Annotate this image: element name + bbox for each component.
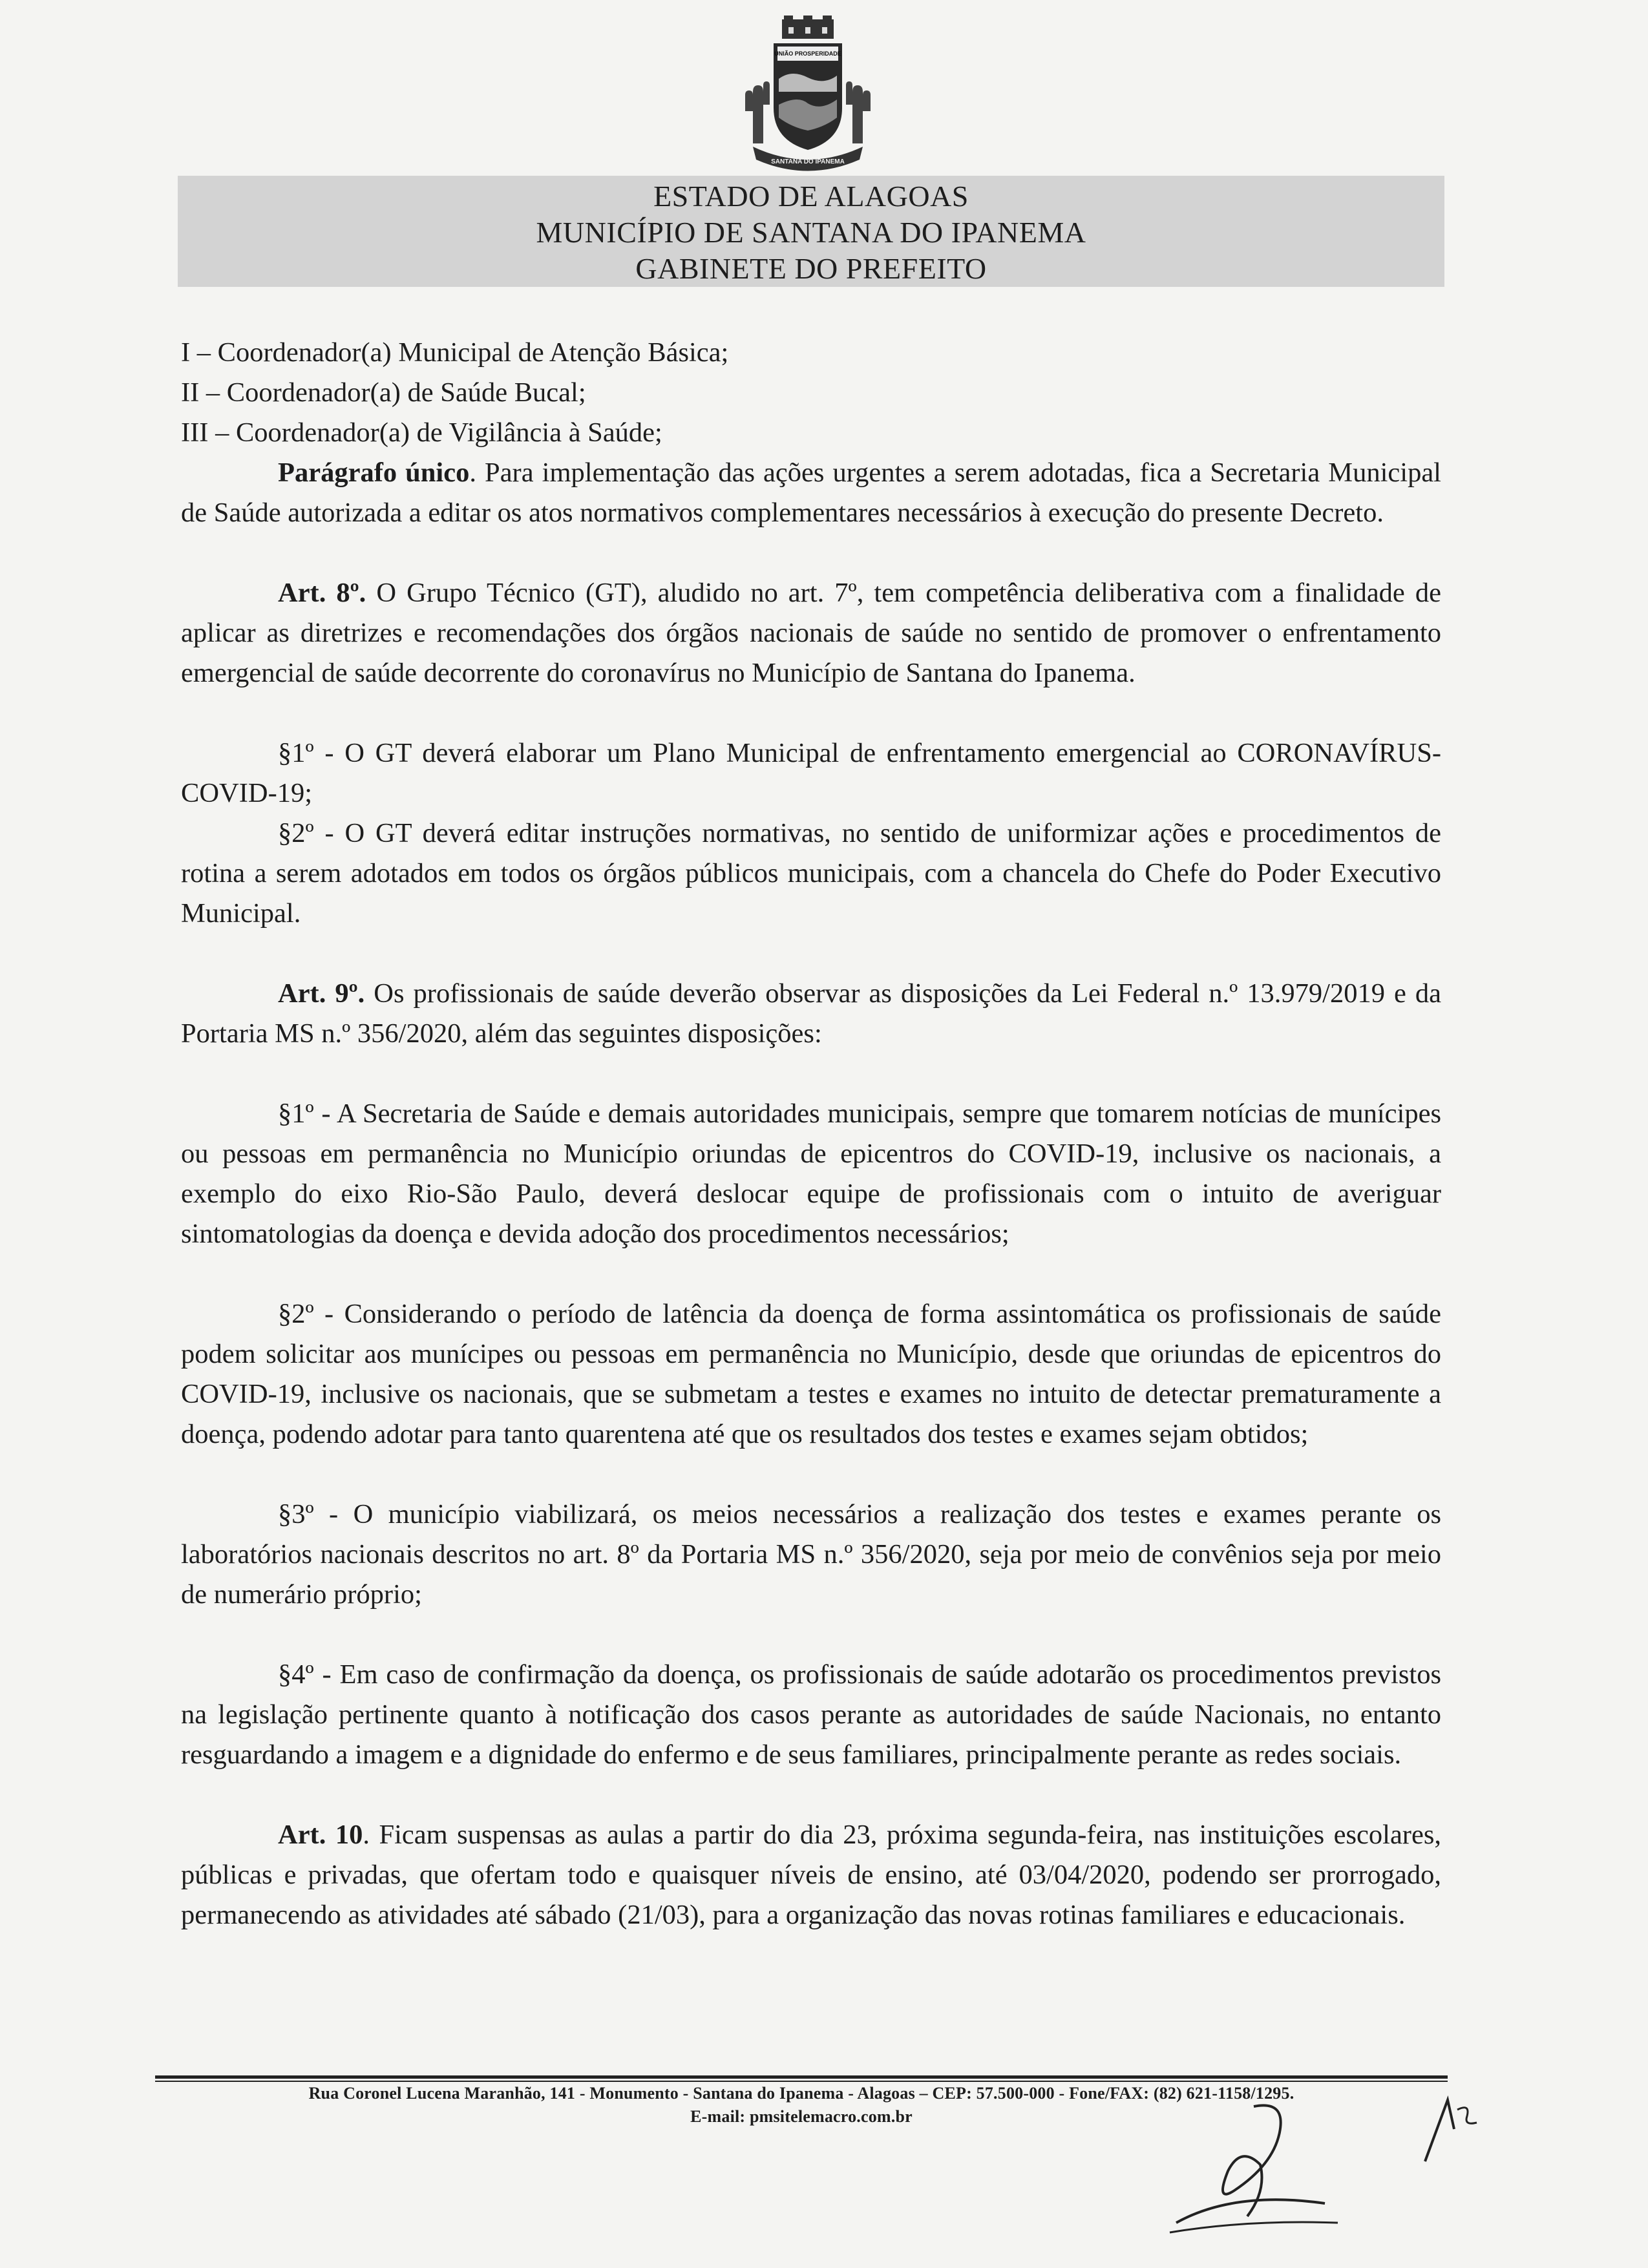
article-9-paragraph-2: §2º - Considerando o período de latência da doença de forma assintomática os profissionais de saúde podem solicitar aos munícipes ou pessoas em permanência no Município, desde que oriundas de epicentros do COVID-19, inclusive os nacionais, que se submetam a testes e exames no intuito de detectar prematuramente a doença, podendo adotar para tanto quarentena até que os resultados dos testes e exames sejam obtidos; [181, 1299, 1441, 1449]
article-9 [181, 974, 1441, 1054]
article-10-text: . Ficam suspensas as aulas a partir do dia 23, próxima segunda-feira, nas instituições escolares, públicas e privadas, que ofertam todo e quaisquer níveis de ensino, até 03/04/2020, podendo ser prorrogado, permanecendo as atividades até sábado (21/03), para a organização das novas rotinas familiares e educacionais. [181, 1820, 1441, 1930]
article-9-text: Os profissionais de saúde deverão observar as disposições da Lei Federal n.º 13.979/2019 e da Portaria MS n.º 356/2020, além das seguintes disposições: [181, 978, 1441, 1049]
article-10 [181, 1815, 1441, 1935]
article-9-paragraph-4: §4º - Em caso de confirmação da doença, os profissionais de saúde adotarão os procedimentos previstos na legislação pertinente quanto à notificação dos casos perante as autoridades de saúde Nacionais, no entanto resguardando a imagem e a dignidade do enfermo e de seus familiares, principalmente perante as redes sociais. [181, 1659, 1441, 1770]
handwritten-initials [1419, 2090, 1490, 2168]
letterhead-band [178, 176, 1444, 287]
article-9-label: Art. 9º. [278, 978, 365, 1009]
footer-rule-thick [155, 2075, 1448, 2079]
municipal-coat-of-arms [727, 14, 889, 176]
document-body [181, 333, 1441, 1935]
article-8-paragraph-2: §2º - O GT deverá editar instruções normativas, no sentido de uniformizar ações e procedimentos de rotina a serem adotados em todos os órgãos públicos municipais, com a chancela do Chefe do Poder Executivo Municipal. [181, 818, 1441, 929]
footer-email: E-mail: pmsitelemacro.com.br [690, 2107, 913, 2126]
article-9-paragraph-3: §3º - O município viabilizará, os meios necessários a realização dos testes e exames perante os laboratórios nacionais descritos no art. 8º da Portaria MS n.º 356/2020, seja por meio de convênios seja por meio de numerário próprio; [181, 1499, 1441, 1610]
paragrafo-unico [181, 453, 1441, 533]
list-item-iii: III – Coordenador(a) de Vigilância à Saúde; [181, 417, 662, 448]
crest-banner-text: UNIÃO PROSPERIDADE [774, 50, 841, 57]
list-item-ii: II – Coordenador(a) de Saúde Bucal; [181, 377, 586, 408]
article-8-label: Art. 8º. [278, 578, 366, 608]
article-9-paragraph-1: §1º - A Secretaria de Saúde e demais autoridades municipais, sempre que tomarem notícias de munícipes ou pessoas em permanência no Município oriundas de epicentros do COVID-19, inclusive os nacionais, a exemplo do eixo Rio-São Paulo, deverá deslocar equipe de profissionais com o intuito de averiguar sintomatologias da doença e devida adoção dos procedimentos necessários; [181, 1098, 1441, 1249]
article-10-label: Art. 10 [278, 1820, 363, 1850]
header-office: GABINETE DO PREFEITO [635, 252, 987, 285]
article-8-paragraph-1: §1º - O GT deverá elaborar um Plano Municipal de enfrentamento emergencial ao CORONAVÍRUS- COVID-19; [181, 738, 1441, 808]
handwritten-signature [1157, 2094, 1351, 2242]
article-8 [181, 573, 1441, 693]
footer-address: Rua Coronel Lucena Maranhão, 141 - Monumento - Santana do Ipanema - Alagoas – CEP: 57.500-000 - Fone/FAX: (82) 621-1158/1295. [308, 2084, 1294, 2103]
header-state: ESTADO DE ALAGOAS [653, 180, 969, 213]
list-item-i: I – Coordenador(a) Municipal de Atenção Básica; [181, 337, 729, 368]
paragrafo-unico-label: Parágrafo único [278, 457, 470, 488]
header-municipality: MUNICÍPIO DE SANTANA DO IPANEMA [536, 216, 1086, 249]
crest-ribbon-text: SANTANA DO IPANEMA [771, 158, 845, 165]
paragrafo-unico-text: . Para implementação das ações urgentes a serem adotadas, fica a Secretaria Municipal de Saúde autorizada a editar os atos normativos complementares necessários à execução do presente Decreto. [181, 457, 1441, 528]
article-8-text: O Grupo Técnico (GT), aludido no art. 7º, tem competência deliberativa com a finalidade de aplicar as diretrizes e recomendações dos órgãos nacionais de saúde no sentido de promover o enfrentamento emergencial de saúde decorrente do coronavírus no Município de Santana do Ipanema. [181, 578, 1441, 688]
